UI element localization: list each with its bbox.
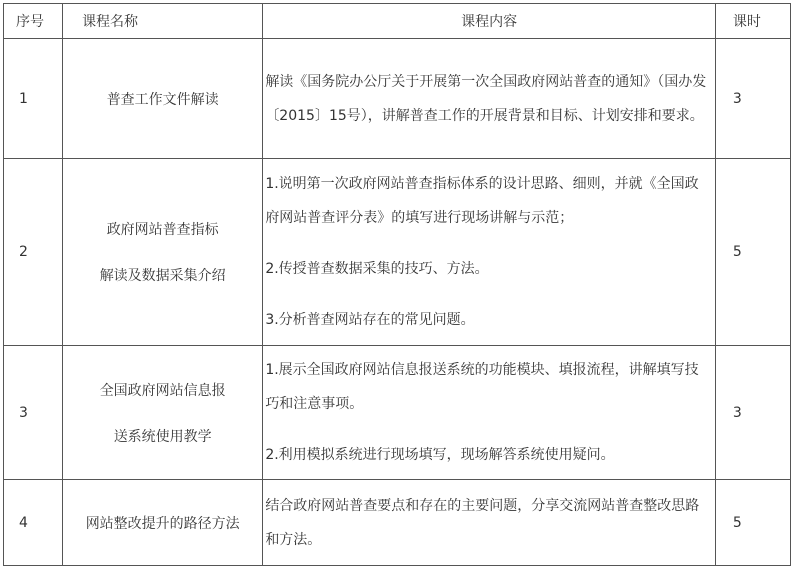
course-name: 网站整改提升的路径方法 — [85, 515, 240, 532]
course-content-cell — [263, 480, 716, 566]
course-name-cell — [63, 346, 263, 480]
header-course-name: 课程名称 — [63, 4, 263, 39]
table-row — [4, 39, 791, 159]
course-name-line: 政府网站普查指标 — [106, 222, 219, 238]
header-number: 序号 — [4, 4, 63, 39]
hours-value: 3 — [715, 39, 790, 159]
table-row — [4, 480, 791, 566]
row-number: 1 — [4, 39, 63, 159]
row-number: 3 — [4, 346, 63, 480]
row-number: 4 — [4, 480, 63, 566]
header-hours: 课时 — [715, 4, 790, 39]
hours-value: 5 — [715, 159, 790, 346]
table-row — [4, 346, 791, 480]
course-name: 普查工作文件解读 — [106, 91, 219, 108]
course-content-cell — [263, 159, 716, 346]
content-paragraph: 1.说明第一次政府网站普查指标体系的设计思路、细则，并就《全国政府网站普查评分表》的填写进行现场讲解与示范； — [265, 176, 699, 226]
row-number: 2 — [4, 159, 63, 346]
content-paragraph: 2.利用模拟系统进行现场填写，现场解答系统使用疑问。 — [265, 447, 615, 463]
course-content-cell — [263, 39, 716, 159]
content-paragraph: 1.展示全国政府网站信息报送系统的功能模块、填报流程，讲解填写技巧和注意事项。 — [265, 362, 699, 412]
course-name-line: 全国政府网站信息报 — [99, 382, 226, 399]
table-header-row — [4, 4, 791, 39]
course-name-cell — [63, 39, 263, 159]
course-name-line: 解读及数据采集介绍 — [99, 268, 226, 284]
course-schedule-table — [3, 3, 791, 566]
hours-value: 5 — [715, 480, 790, 566]
course-content-cell — [263, 346, 716, 480]
course-name-cell — [63, 159, 263, 346]
content-paragraph: 结合政府网站普查要点和存在的主要问题，分享交流网站普查整改思路和方法。 — [265, 497, 700, 548]
table-row — [4, 159, 791, 346]
course-name-cell — [63, 480, 263, 566]
content-paragraph: 3.分析普查网站存在的常见问题。 — [265, 312, 475, 328]
course-name-line: 送系统使用教学 — [113, 428, 212, 445]
header-course-content: 课程内容 — [263, 4, 716, 39]
content-paragraph: 解读《国务院办公厅关于开展第一次全国政府网站普查的通知》（国办发〔2015〕15号），讲解普查工作的开展背景和目标、计划安排和要求。 — [265, 73, 707, 124]
hours-value: 3 — [715, 346, 790, 480]
content-paragraph: 2.传授普查数据采集的技巧、方法。 — [265, 261, 489, 277]
